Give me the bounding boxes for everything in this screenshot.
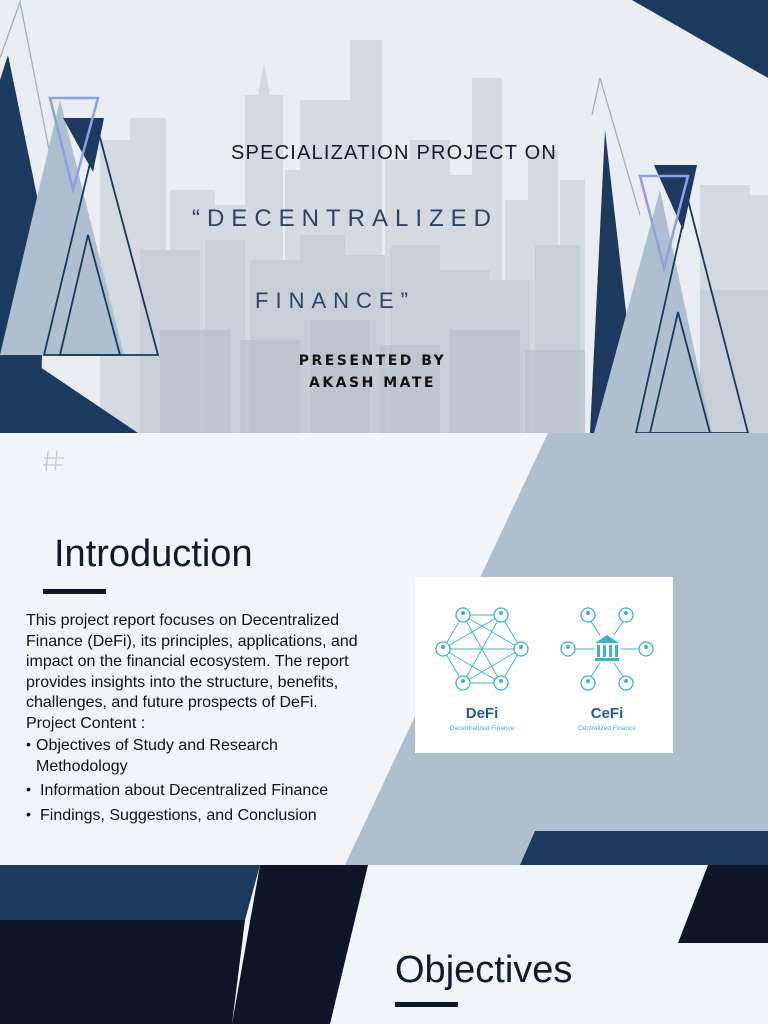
bank-icon	[595, 635, 619, 661]
project-content-label: Project Content :	[26, 714, 146, 732]
heading-underline	[43, 589, 106, 594]
objectives-slide	[0, 865, 768, 1024]
content-list	[26, 736, 371, 826]
cefi-sublabel: Centralized Finance	[578, 724, 636, 732]
author-name: AKASH MATE	[309, 375, 436, 391]
title-slide	[0, 0, 768, 433]
introduction-slide	[0, 433, 768, 865]
introduction-body	[26, 611, 371, 830]
heading-underline	[395, 1002, 458, 1007]
slide-background-shapes	[0, 865, 768, 1024]
defi-cefi-network-diagram	[415, 577, 673, 753]
defi-label: DeFi	[465, 705, 499, 722]
cefi-label: CeFi	[590, 705, 624, 722]
presenter-block	[0, 350, 745, 394]
objectives-heading: Objectives	[395, 949, 573, 991]
project-heading: SPECIALIZATION PROJECT ON	[231, 142, 557, 164]
title-line-2: FINANCE”	[255, 288, 415, 313]
intro-paragraph: This project report focuses on Decentralized Finance (DeFi), its principles, applications, and impact on the financial ecosystem. The report provides insights into the structure, benefits, challenges, and future prospects of DeFi.	[26, 612, 358, 711]
title-line-1: “DECENTRALIZED	[191, 205, 499, 232]
move-handle-icon	[42, 449, 66, 473]
list-item: • Objectives of Study and Research Methodology	[26, 736, 371, 777]
defi-cefi-illustration	[415, 577, 673, 753]
introduction-heading: Introduction	[54, 533, 253, 575]
list-item: • Information about Decentralized Finance	[26, 781, 371, 802]
list-item: • Findings, Suggestions, and Conclusion	[26, 806, 371, 827]
defi-sublabel: Decentralized Finance	[449, 724, 515, 732]
presented-by-label: PRESENTED BY	[298, 353, 447, 369]
